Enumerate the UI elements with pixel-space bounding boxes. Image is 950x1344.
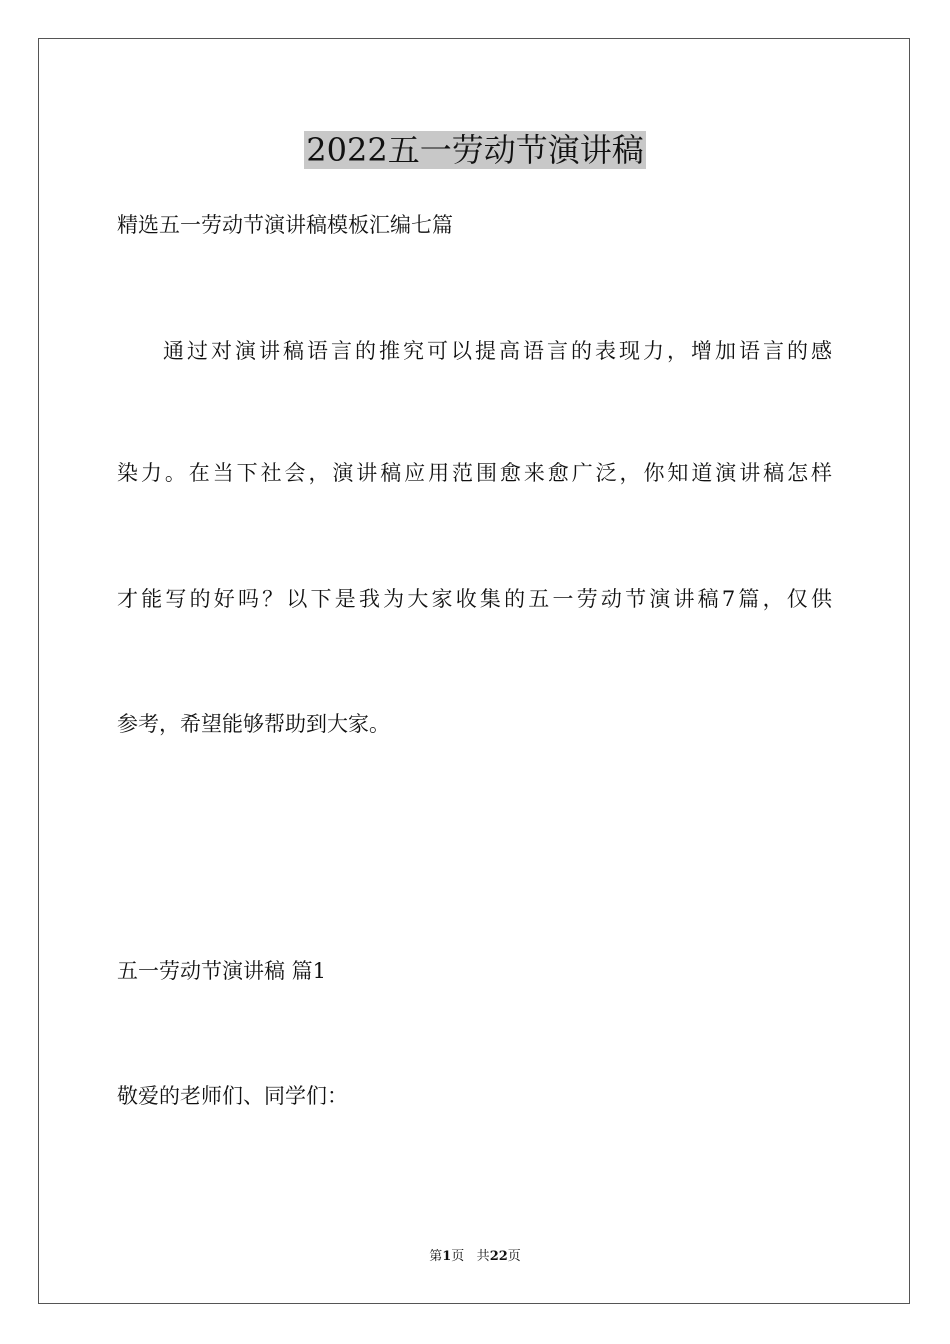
greeting: 敬爱的老师们、同学们： (117, 1084, 348, 1108)
footer-total-prefix: 共 (476, 1249, 490, 1264)
footer-page-number: 1 (442, 1249, 452, 1264)
footer-total-pages: 22 (489, 1249, 508, 1264)
intro-line-3: 才能写的好吗？以下是我为大家收集的五一劳动节演讲稿7篇，仅供 (117, 587, 832, 611)
footer-page-suffix: 页 (451, 1249, 465, 1264)
intro-line-1: 通过对演讲稿语言的推究可以提高语言的表现力，增加语言的感 (163, 339, 832, 363)
intro-line-4: 参考，希望能够帮助到大家。 (117, 712, 390, 736)
footer-total-suffix: 页 (507, 1249, 521, 1264)
document-title (0, 130, 950, 170)
document-subtitle: 精选五一劳动节演讲稿模板汇编七篇 (117, 213, 453, 237)
page-footer (0, 1248, 950, 1266)
footer-page-prefix: 第 (429, 1249, 443, 1264)
section-heading: 五一劳动节演讲稿 篇1 (117, 959, 327, 983)
intro-line-2: 染力。在当下社会，演讲稿应用范围愈来愈广泛，你知道演讲稿怎样 (117, 461, 832, 485)
document-title-text: 2022五一劳动节演讲稿 (306, 131, 644, 169)
